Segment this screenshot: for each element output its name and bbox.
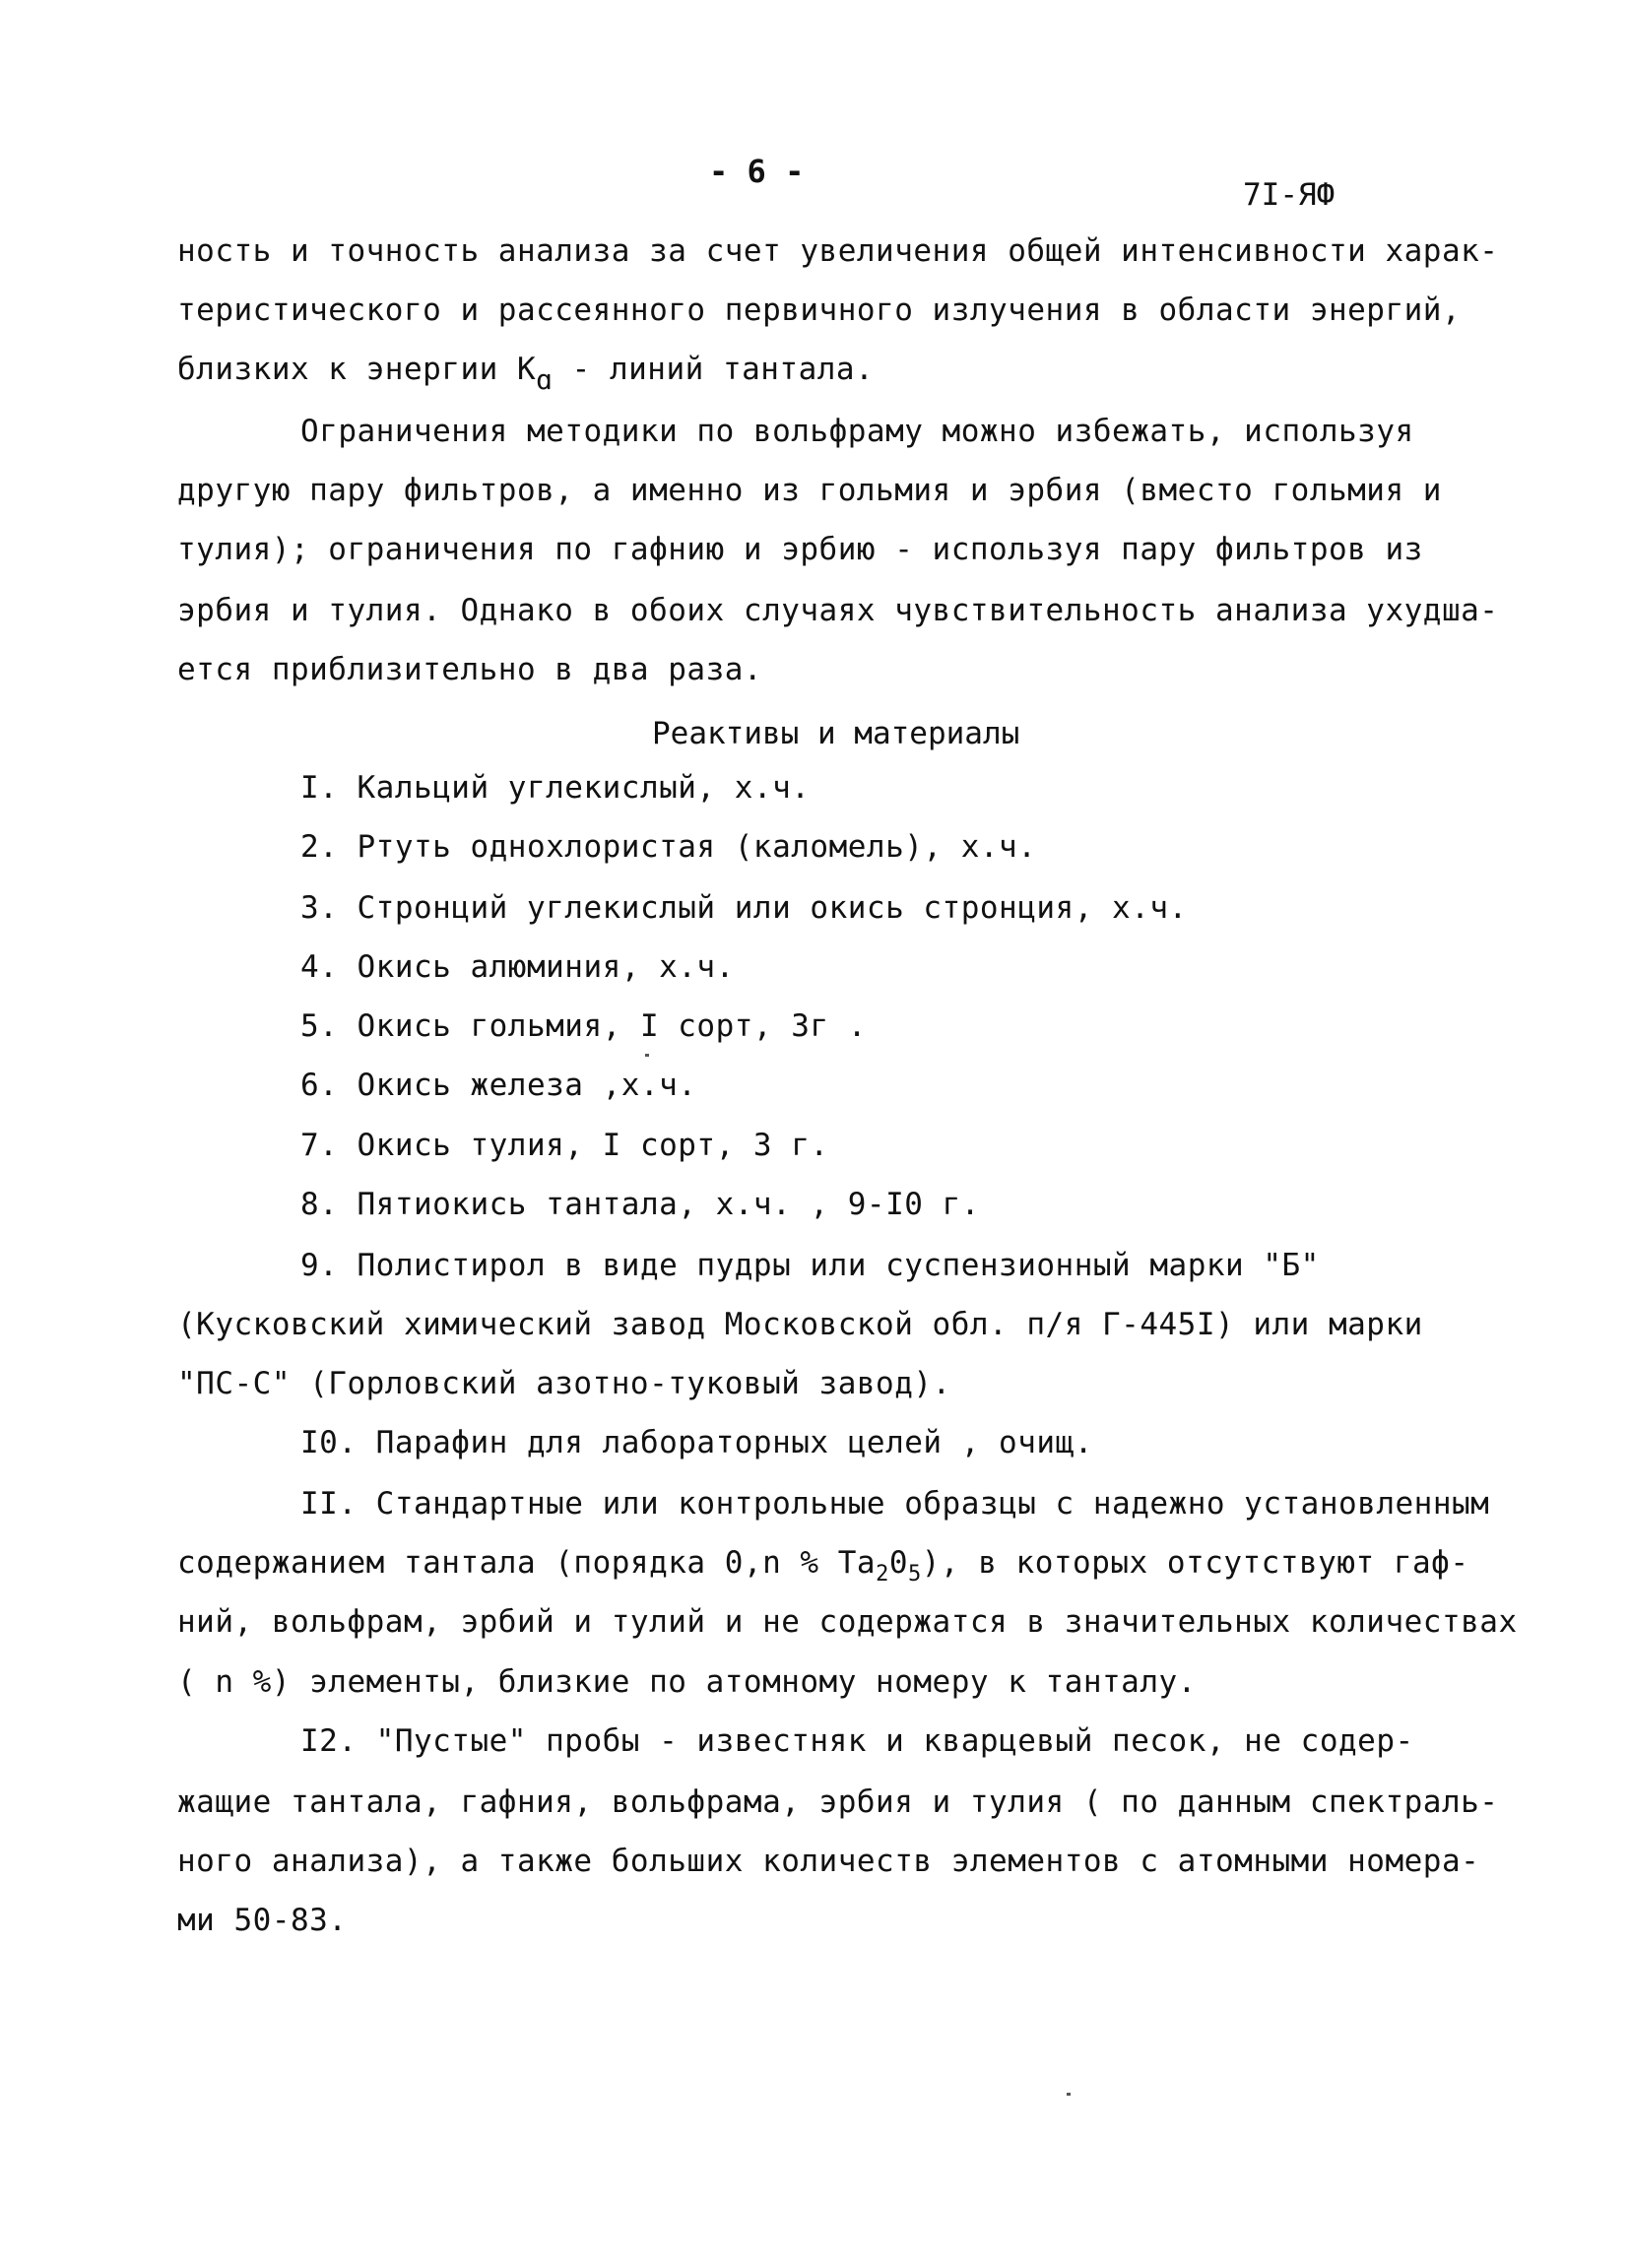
paragraph-2-line-1: Ограничения методики по вольфраму можно избежать, используя bbox=[300, 414, 1414, 449]
paragraph-2-line-4: эрбия и тулия. Однако в обоих случаях чувствительность анализа ухудша- bbox=[177, 593, 1499, 628]
reagent-item-9-line-1: 9. Полистирол в виде пудры или суспензионный марки "Б" bbox=[300, 1248, 1320, 1283]
reagent-item-9-line-3: "ПС-С" (Горловский азотно-туковый завод). bbox=[177, 1366, 951, 1401]
paragraph-1-line-3-end: - линий тантала. bbox=[553, 352, 875, 387]
reagent-item-4: 4. Окись алюминия, х.ч. bbox=[300, 949, 735, 985]
paragraph-1-line-3 bbox=[177, 350, 874, 400]
ta-subscript: 2 bbox=[876, 1562, 889, 1587]
paragraph-2-line-5: ется приблизительно в два раза. bbox=[177, 652, 763, 687]
reagent-item-2: 2. Ртуть однохлористая (каломель), х.ч. bbox=[300, 829, 1037, 865]
reagent-item-1: I. Кальций углекислый, х.ч. bbox=[300, 770, 811, 806]
reagent-item-11-line-2 bbox=[177, 1543, 1468, 1594]
reagent-item-7: 7. Окись тулия, I сорт, 3 г. bbox=[300, 1128, 829, 1163]
reagent-item-11-line-3: ний, вольфрам, эрбий и тулий и не содержатся в значительных количествах bbox=[177, 1604, 1518, 1640]
paragraph-2-line-3: тулия); ограничения по гафнию и эрбию - используя пару фильтров из bbox=[177, 532, 1423, 567]
reagent-item-12-line-2: жащие тантала, гафния, вольфрама, эрбия и тулия ( по данным спектраль- bbox=[177, 1784, 1499, 1820]
k-alpha-subscript: ɑ bbox=[536, 363, 554, 396]
reagent-item-3: 3. Стронций углекислый или окись стронция, х.ч. bbox=[300, 890, 1188, 926]
page-number: - 6 - bbox=[709, 153, 805, 190]
paragraph-1-line-3-text: близких к энергии K bbox=[177, 352, 537, 387]
reagent-item-10: I0. Парафин для лабораторных целей , очищ. bbox=[300, 1425, 1093, 1460]
paragraph-1-line-1: ность и точность анализа за счет увеличения общей интенсивности харак- bbox=[177, 233, 1499, 269]
reagent-item-6: 6. Окись железа ,х.ч. bbox=[300, 1068, 697, 1103]
paragraph-1-line-2: теристического и рассеянного первичного излучения в области энергий, bbox=[177, 292, 1462, 328]
reagent-item-5: 5. Окись гольмия, I сорт, 3г . bbox=[300, 1008, 867, 1044]
reagent-item-12-line-4: ми 50-83. bbox=[177, 1903, 348, 1938]
reagent-item-11-line-1: II. Стандартные или контрольные образцы с надежно установленным bbox=[300, 1486, 1490, 1522]
reagent-item-12-line-3: ного анализа), а также больших количеств элементов с атомными номера- bbox=[177, 1844, 1480, 1879]
item-11-line-2-end: ), в которых отсутствуют гаф- bbox=[921, 1545, 1469, 1581]
scan-speck bbox=[1067, 2093, 1071, 2096]
item-11-oxygen: 0 bbox=[888, 1545, 908, 1581]
reagent-item-12-line-1: I2. "Пустые" пробы - известняк и кварцевый песок, не содер- bbox=[300, 1723, 1414, 1759]
reagent-item-11-line-4: ( n %) элементы, близкие по атомному номеру к танталу. bbox=[177, 1664, 1197, 1700]
item-11-line-2-text: содержанием тантала (порядка 0,n % Ta bbox=[177, 1545, 877, 1581]
scan-speck bbox=[645, 1054, 649, 1057]
document-code: 7I-ЯФ bbox=[1243, 177, 1336, 213]
section-heading: Реактивы и материалы bbox=[652, 716, 1020, 751]
reagent-item-8: 8. Пятиокись тантала, х.ч. , 9-I0 г. bbox=[300, 1187, 980, 1222]
paragraph-2-line-2: другую пару фильтров, а именно из гольмия и эрбия (вместо гольмия и bbox=[177, 473, 1442, 508]
reagent-item-9-line-2: (Кусковский химический завод Московской обл. п/я Г-445I) или марки bbox=[177, 1307, 1423, 1342]
o-subscript: 5 bbox=[907, 1562, 922, 1587]
